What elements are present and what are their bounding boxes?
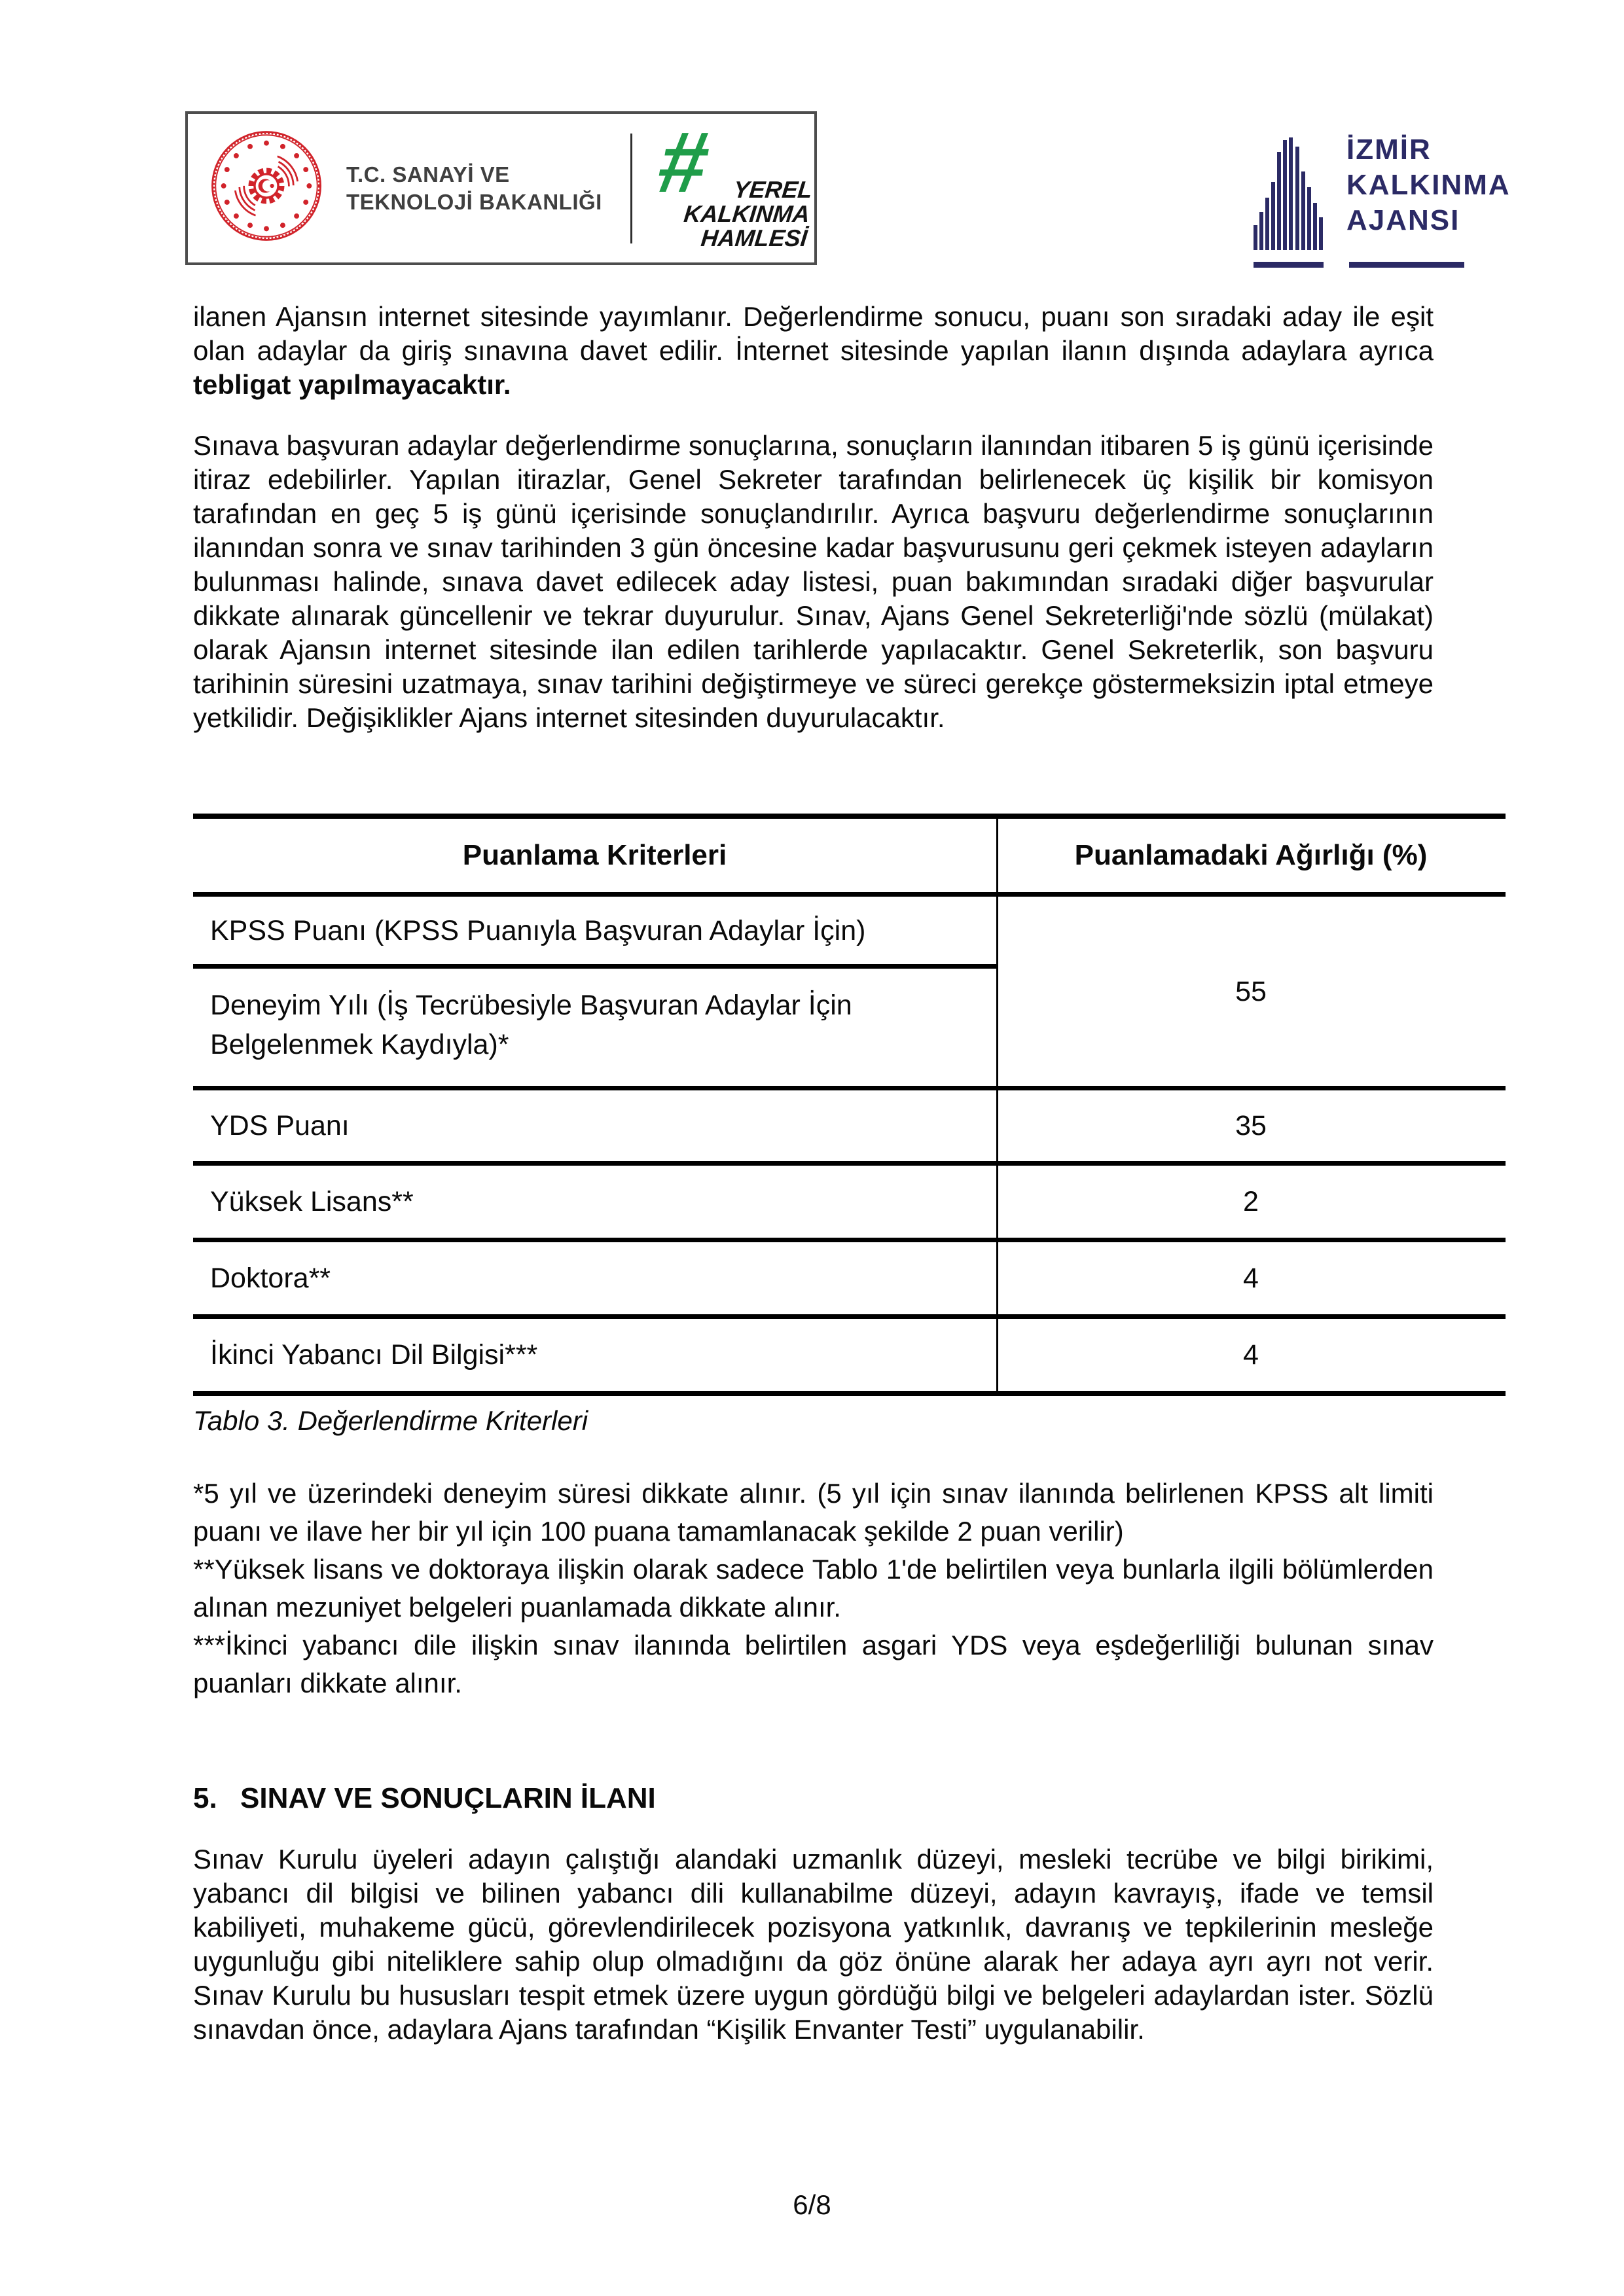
hashtag-icon: # [651,114,717,210]
izka-logo [1254,134,1515,272]
section-number: 5. [193,1782,217,1814]
section-5-heading [193,1782,656,1815]
criteria-table [193,814,1506,1396]
table-header-row [193,819,1506,897]
table-cell-label: İkinci Yabancı Dil Bilgisi*** [210,1339,538,1371]
table-row [193,1319,1506,1391]
table-cell-kpss: KPSS Puanı (KPSS Puanıyla Başvuran Adaylar İçin) [193,897,996,969]
hamle-words [680,177,814,250]
table-cell-value: 35 [1235,1110,1267,1141]
table-header-weight: Puanlamadaki Ağırlığı (%) [1074,839,1428,871]
footnote-3: ***İkinci yabancı dile ilişkin sınav ilanında belirtilen asgari YDS veya eşdeğerliliği bulunan sınav puanları dikkate alınır. [193,1630,1434,1698]
paragraph-2: Sınava başvuran adaylar değerlendirme sonuçlarına, sonuçların ilanından itibaren 5 iş günü içerisinde itiraz edebilirler. Yapılan itirazlar, Genel Sekreter tarafından belirlenecek üç kişilik bir komisyon tarafından en geç 5 iş günü içerisinde sonuçlandırılır. Ayrıca başvuru değerlendirme sonuçlarının ilanından sonra ve sınav tarihinden 3 gün öncesine kadar başvurusunu geri çekmek isteyen adayların bulunması halinde, sınava davet edilecek aday listesi, puan bakımından sıradaki diğer başvurular dikkate alınarak güncellenir ve tekrar duyurulur. Sınav, Ajans Genel Sekreterliği'nde sözlü (mülakat) olarak Ajansın internet sitesinde ilan edilen tarihlerde yapılacaktır. Genel Sekreterlik, son başvuru tarihinin süresini uzatmaya, sınav tarihini değiştirmeye ve süreci gerekçe göstermeksizin iptal etmeye yetkilidir. Değişiklikler Ajans internet sitesinden duyurulacaktır. [193,430,1434,733]
table-row [193,1090,1506,1166]
izka-word1: İZMİR [1346,134,1432,166]
table-cell-label: Doktora** [210,1263,331,1294]
table-cell-deneyim: Deneyim Yılı (İş Tecrübesiyle Başvuran Adaylar İçin Belgelenmek Kaydıyla)* [210,990,852,1060]
izka-word2: KALKINMA [1346,169,1511,201]
paragraph-1 [193,300,1434,402]
table-row [193,1242,1506,1319]
table-cell-value: 2 [1243,1186,1259,1217]
hamle-word2: KALKINMA [682,200,812,227]
ministry-logo-box [185,111,817,265]
izka-tower-icon [1254,137,1323,250]
hamle-word3: HAMLESİ [699,224,809,251]
table-cell-value: 4 [1243,1339,1259,1371]
izka-text-underline [1349,262,1464,268]
table-cell-merged-value: 55 [1235,975,1267,1007]
table-row [193,1166,1506,1242]
footnotes [193,1475,1434,1702]
table-column-divider [996,819,998,1391]
table-header-criteria: Puanlama Kriterleri [462,839,727,871]
footnote-2: **Yüksek lisans ve doktoraya ilişkin olarak sadece Tablo 1'de belirtilen veya bunlarla ilgili bölümlerden alınan mezuniyet belgeleri puanlamada dikkate alınır. [193,1554,1434,1623]
ministry-name-line2: TEKNOLOJİ BAKANLIĞI [346,189,602,214]
section-title: SINAV VE SONUÇLARIN İLANI [240,1782,656,1814]
table-merged-group [193,897,1506,1090]
footnote-1: *5 yıl ve üzerindeki deneyim süresi dikkate alınır. (5 yıl için sınav ilanında belirlenen KPSS alt limiti puanı ve ilave her bir yıl için 100 puana tamamlanacak şekilde 2 puan verilir) [193,1478,1434,1547]
criteria-table-wrap [193,814,1506,1437]
ministry-name-line1: T.C. SANAYİ VE [346,162,510,187]
logo-divider [630,134,632,243]
ministry-name [346,114,602,262]
paragraph-3: Sınav Kurulu üyeleri adayın çalıştığı alandaki uzmanlık düzeyi, mesleki tecrübe ve bilgi birikimi, yabancı dil bilgisi ve bilinen yabancı dili kullanabilme düzeyi, adayın kavrayış, ifade ve temsil kabiliyeti, muhakeme gücü, görevlendirilecek pozisyona yatkınlık, davranış ve tepkilerinin mesleğe uygunluğu gibi niteliklere sahip olup olmadığını da göz önüne alarak her adaya ayrı ayrı not verir. Sınav Kurulu bu hususları tespit etmek üzere uygun gördüğü bilgi ve belgeleri adaylardan ister. Sözlü sınavdan önce, adaylara Ajans tarafından “Kişilik Envanter Testi” uygulanabilir. [193,1844,1434,2045]
izka-wordmark [1346,132,1511,238]
table-cell-label: YDS Puanı [210,1110,350,1141]
izka-word3: AJANSI [1346,204,1460,236]
izka-tower-underline [1254,262,1324,268]
page-number: 6/8 [793,2189,831,2220]
table-cell-label: Yüksek Lisans** [210,1186,414,1217]
table-caption: Tablo 3. Değerlendirme Kriterleri [193,1405,588,1436]
paragraph-1-text: ilanen Ajansın internet sitesinde yayımlanır. Değerlendirme sonucu, puanı son sıradaki aday ile eşit olan adaylar da giriş sınavına davet edilir. İnternet sitesinde yapılan ilanın dışında adaylara ayrıca [193,301,1434,366]
hamle-word1: YEREL [732,176,814,203]
table-cell-value: 4 [1243,1263,1259,1294]
yerel-kalkinma-hamlesi-logo [651,114,814,253]
paragraph-1-bold-text: tebligat yapılmayacaktır. [193,369,511,400]
ministry-emblem-icon [210,130,323,242]
